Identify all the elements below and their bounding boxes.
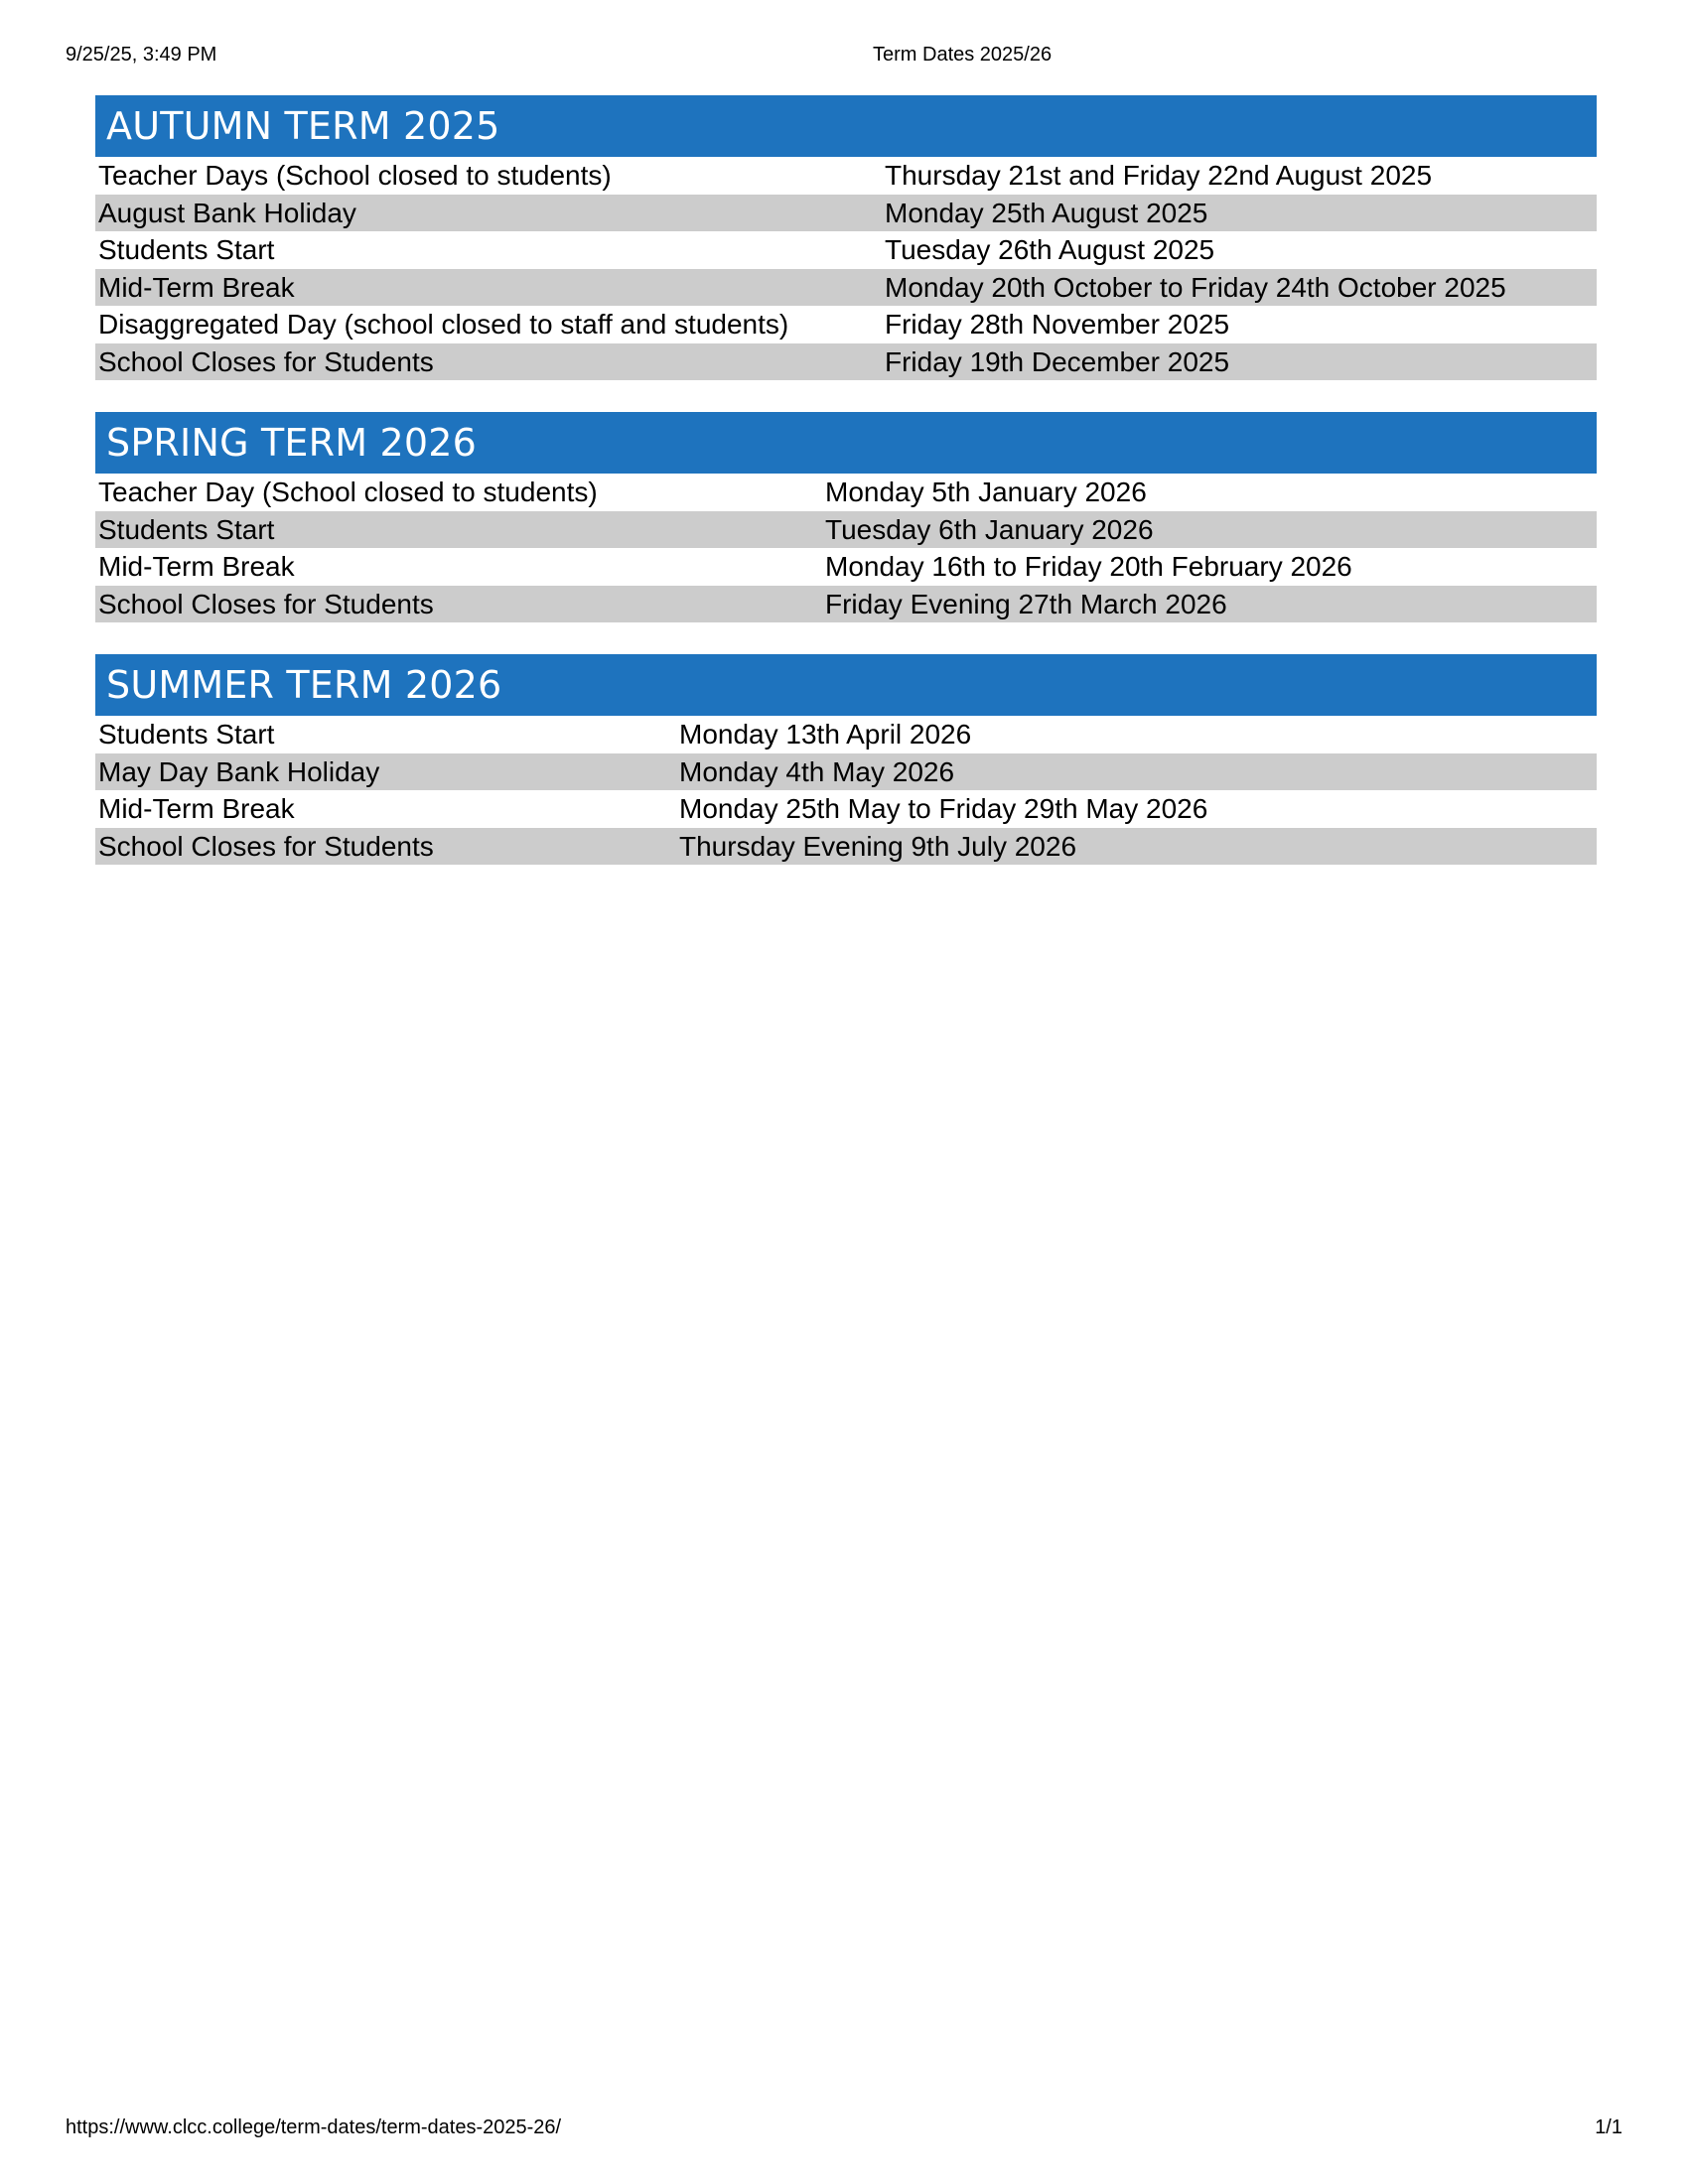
spring-term-heading: SPRING TERM 2026 [95,412,1597,474]
event-cell: Students Start [95,511,825,549]
date-cell: Friday 19th December 2025 [885,343,1597,381]
date-cell: Tuesday 26th August 2025 [885,234,1215,266]
table-row [95,828,1597,866]
date-cell: Thursday Evening 9th July 2026 [679,828,1597,866]
autumn-term-table [95,157,1597,380]
print-header [66,44,1622,68]
table-row [95,548,1597,586]
table-row [95,511,1597,549]
event-cell: Disaggregated Day (school closed to staff and students) [98,309,789,341]
event-cell: May Day Bank Holiday [95,753,679,791]
page-number: 1/1 [1595,2116,1622,2138]
date-cell: Monday 20th October to Friday 24th October 2025 [885,269,1597,307]
summer-term-section [95,654,1597,865]
table-row [95,231,1597,269]
date-cell: Monday 25th May to Friday 29th May 2026 [679,793,1208,825]
table-row [95,269,1597,307]
date-cell: Friday 28th November 2025 [885,309,1230,341]
table-row [95,753,1597,791]
table-row [95,790,1597,828]
date-cell: Monday 5th January 2026 [825,477,1147,508]
event-cell: Mid-Term Break [95,269,885,307]
event-cell: School Closes for Students [95,343,885,381]
event-cell: Teacher Day (School closed to students) [98,477,598,508]
table-row [95,474,1597,511]
table-row [95,343,1597,381]
autumn-term-section [95,95,1597,380]
event-cell: Mid-Term Break [98,793,295,825]
date-cell: Tuesday 6th January 2026 [825,511,1597,549]
table-row [95,586,1597,623]
date-cell: Monday 13th April 2026 [679,719,972,751]
date-cell: Thursday 21st and Friday 22nd August 2025 [885,160,1433,192]
event-cell: Teacher Days (School closed to students) [98,160,612,192]
spring-term-section [95,412,1597,622]
table-row [95,195,1597,232]
table-row [95,157,1597,195]
event-cell: Students Start [98,234,275,266]
spring-term-table [95,474,1597,622]
date-cell: Monday 4th May 2026 [679,753,1597,791]
event-cell: August Bank Holiday [95,195,885,232]
date-cell: Friday Evening 27th March 2026 [825,586,1597,623]
date-cell: Monday 25th August 2025 [885,195,1597,232]
table-row [95,716,1597,753]
summer-term-table [95,716,1597,865]
print-date-time: 9/25/25, 3:49 PM [66,44,217,66]
autumn-term-heading: AUTUMN TERM 2025 [95,95,1597,157]
event-cell: School Closes for Students [95,586,825,623]
table-row [95,306,1597,343]
event-cell: Mid-Term Break [98,551,295,583]
date-cell: Monday 16th to Friday 20th February 2026 [825,551,1352,583]
print-document-title: Term Dates 2025/26 [873,44,1053,66]
print-footer [66,2116,1622,2140]
event-cell: School Closes for Students [95,828,679,866]
summer-term-heading: SUMMER TERM 2026 [95,654,1597,716]
event-cell: Students Start [98,719,275,751]
page-url: https://www.clcc.college/term-dates/term-dates-2025-26/ [66,2116,562,2138]
